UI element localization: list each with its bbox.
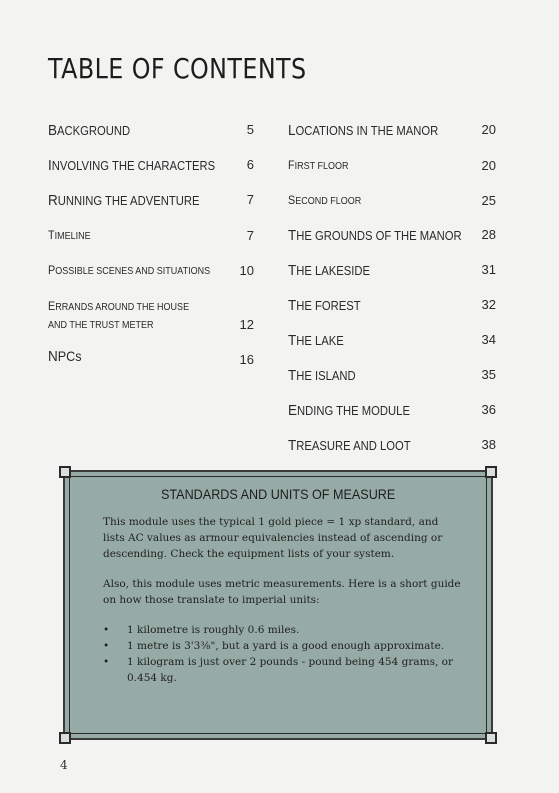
corner-ornament-icon xyxy=(485,466,497,478)
toc-entry[interactable] xyxy=(288,332,496,349)
toc-entry-label: NPCs xyxy=(48,348,82,365)
toc-entry-page: 31 xyxy=(481,262,496,277)
toc-entry[interactable] xyxy=(288,227,496,244)
toc-entry-label: ENDING THE MODULE xyxy=(288,402,410,419)
toc-entry-label: INVOLVING THE CHARACTERS xyxy=(48,157,216,174)
toc-entry-page: 20 xyxy=(481,122,496,137)
toc-entry-label: SECOND FLOOR xyxy=(288,193,362,207)
toc-entry[interactable] xyxy=(288,402,496,419)
toc-entry-label: TREASURE AND LOOT xyxy=(288,437,411,454)
toc-entry-label: LOCATIONS IN THE MANOR xyxy=(288,122,439,139)
toc-entry-page: 12 xyxy=(239,317,254,332)
toc-entry-page: 35 xyxy=(481,367,496,382)
toc-entry[interactable] xyxy=(48,297,254,337)
toc-entry[interactable] xyxy=(48,157,254,174)
toc-entry-label: BACKGROUND xyxy=(48,122,131,139)
toc-entry-label xyxy=(48,297,189,335)
box-paragraph: Also, this module uses metric measurements. Here is a short guide on how those translate to imperial units: xyxy=(103,578,461,606)
toc-entry-label: TIMELINE xyxy=(48,228,91,242)
toc-entry-label-line2: AND THE TRUST METER xyxy=(48,320,154,331)
toc-entry-page: 7 xyxy=(246,192,254,207)
toc-entry-label: THE LAKESIDE xyxy=(288,262,371,279)
toc-entry-page: 34 xyxy=(481,332,496,347)
toc-entry-page: 7 xyxy=(246,228,254,243)
box-title-text: STANDARDS AND UNITS OF MEASURE xyxy=(160,486,396,502)
corner-ornament-icon xyxy=(485,732,497,744)
toc-entry-label: THE GROUNDS OF THE MANOR xyxy=(288,227,462,244)
toc-entry-label: THE LAKE xyxy=(288,332,344,349)
toc-entry-label: POSSIBLE SCENES AND SITUATIONS xyxy=(48,263,211,277)
list-item: • 1 metre is 3'3⅜", but a yard is a good enough approximate. xyxy=(103,638,463,654)
box-title xyxy=(65,486,491,502)
toc-entry[interactable] xyxy=(288,158,496,173)
toc-entry-page: 16 xyxy=(239,352,254,367)
toc-entry-label: THE ISLAND xyxy=(288,367,356,384)
toc-entry-page: 25 xyxy=(481,193,496,208)
toc-entry-page: 32 xyxy=(481,297,496,312)
toc-entry[interactable] xyxy=(48,348,254,367)
toc-entry-page: 36 xyxy=(481,402,496,417)
toc-entry[interactable] xyxy=(48,263,254,278)
toc-entry[interactable] xyxy=(288,262,496,279)
toc-entry[interactable] xyxy=(48,192,254,209)
toc-entry-label: RUNNING THE ADVENTURE xyxy=(48,192,200,209)
toc-entry[interactable] xyxy=(288,437,496,454)
toc-entry-page: 28 xyxy=(481,227,496,242)
toc-entry[interactable] xyxy=(288,193,496,208)
page-number: 4 xyxy=(60,758,68,772)
unit-list xyxy=(103,622,463,686)
sidebar-box xyxy=(63,470,493,740)
toc-entry-page: 10 xyxy=(239,263,254,278)
toc-entry-page: 6 xyxy=(246,157,254,172)
list-item: • 1 kilogram is just over 2 pounds - pound being 454 grams, or 0.454 kg. xyxy=(103,654,463,686)
toc-entry[interactable] xyxy=(288,297,496,314)
toc-entry-page: 20 xyxy=(481,158,496,173)
toc-entry-label: FIRST FLOOR xyxy=(288,158,349,172)
toc-entry[interactable] xyxy=(288,122,496,139)
toc-entry-page: 5 xyxy=(246,122,254,137)
box-body xyxy=(103,514,463,686)
toc-entry[interactable] xyxy=(288,367,496,384)
page-title: TABLE OF CONTENTS xyxy=(48,52,307,85)
toc-entry-page: 38 xyxy=(481,437,496,452)
toc-entry-label: THE FOREST xyxy=(288,297,361,314)
box-paragraph: This module uses the typical 1 gold piece = 1 xp standard, and lists AC values as armour equivalencies instead of ascending or descending. Check the equipment lists of your system. xyxy=(103,516,443,560)
corner-ornament-icon xyxy=(59,732,71,744)
toc-entry[interactable] xyxy=(48,228,254,243)
toc-entry[interactable] xyxy=(48,122,254,139)
list-item: • 1 kilometre is roughly 0.6 miles. xyxy=(103,622,463,638)
toc-entry-label-line1: ERRANDS AROUND THE HOUSE xyxy=(48,299,190,313)
corner-ornament-icon xyxy=(59,466,71,478)
